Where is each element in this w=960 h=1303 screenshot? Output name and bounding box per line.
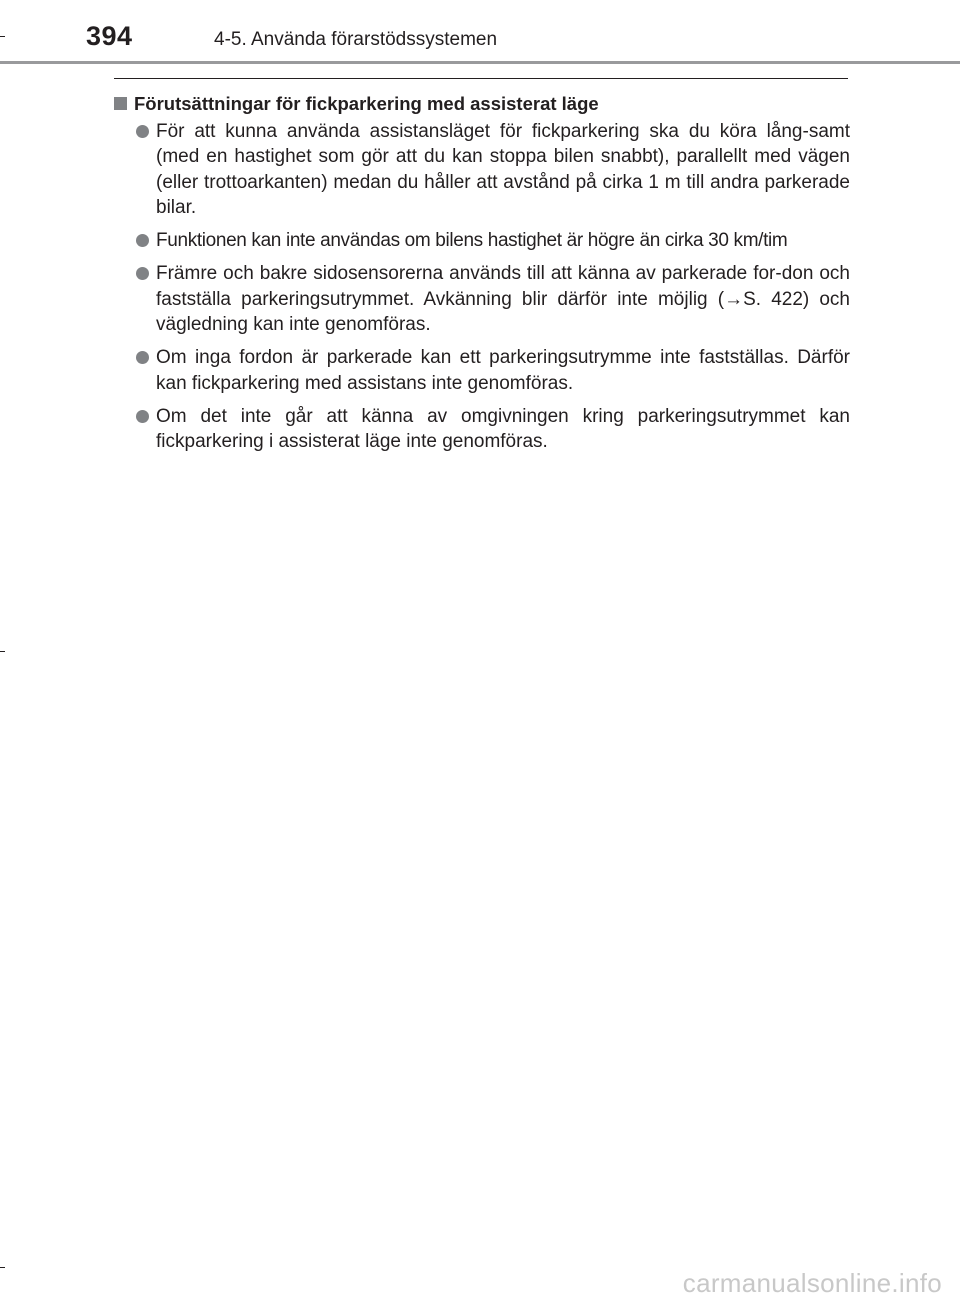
round-bullet-icon [136,351,149,364]
section-title: 4-5. Använda förarstödssystemen [214,29,498,50]
subsection-heading [114,91,854,116]
round-bullet-icon [136,267,149,280]
page-number: 394 [86,21,133,51]
list-item-text: Om inga fordon är parkerade kan ett parkeringsutrymme inte fastställas. Därför kan fickparkering med assistans inte genomföras. [156,347,850,394]
subsection-heading-text: Förutsättningar för fickparkering med assisterat läge [134,93,599,114]
round-bullet-icon [136,234,149,247]
list-item-text: Funktionen kan inte användas om bilens hastighet är högre än cirka 30 km/tim [156,230,788,252]
square-bullet-icon [114,97,127,110]
header-rule [0,61,960,64]
watermark: carmanualsonline.info [682,1268,942,1298]
list-item [136,228,850,253]
list-item-text: Om det inte går att känna av omgivningen kring parkeringsutrymmet kan fickparkering i assisterat läge inte genomföras. [156,405,850,453]
list-item-text: För att kunna använda assistansläget för fickparkering ska du köra lång-samt (med en hastighet som gör att du kan stoppa bilen snabbt), parallellt med vägen (eller trottoarkanten) medan du håller att avstånd på cirka 1 m till andra parkerade bilar. [156,121,850,218]
round-bullet-icon [136,125,149,138]
bullet-list [136,119,850,463]
crop-mark-middle [0,651,5,652]
list-item-text: Främre och bakre sidosensorerna används till att känna av parkerade for-don och fastställa parkeringsutrymmet. Avkänning blir därför inte möjlig (→S. 422) och vägledning kan inte genomföras. [156,263,850,336]
round-bullet-icon [136,410,149,423]
list-item [136,119,850,220]
crop-mark-top [0,36,5,37]
crop-mark-lower [0,1267,5,1268]
heading-rule [114,78,848,79]
list-item [136,404,850,455]
list-item [136,345,850,396]
list-item [136,261,850,337]
